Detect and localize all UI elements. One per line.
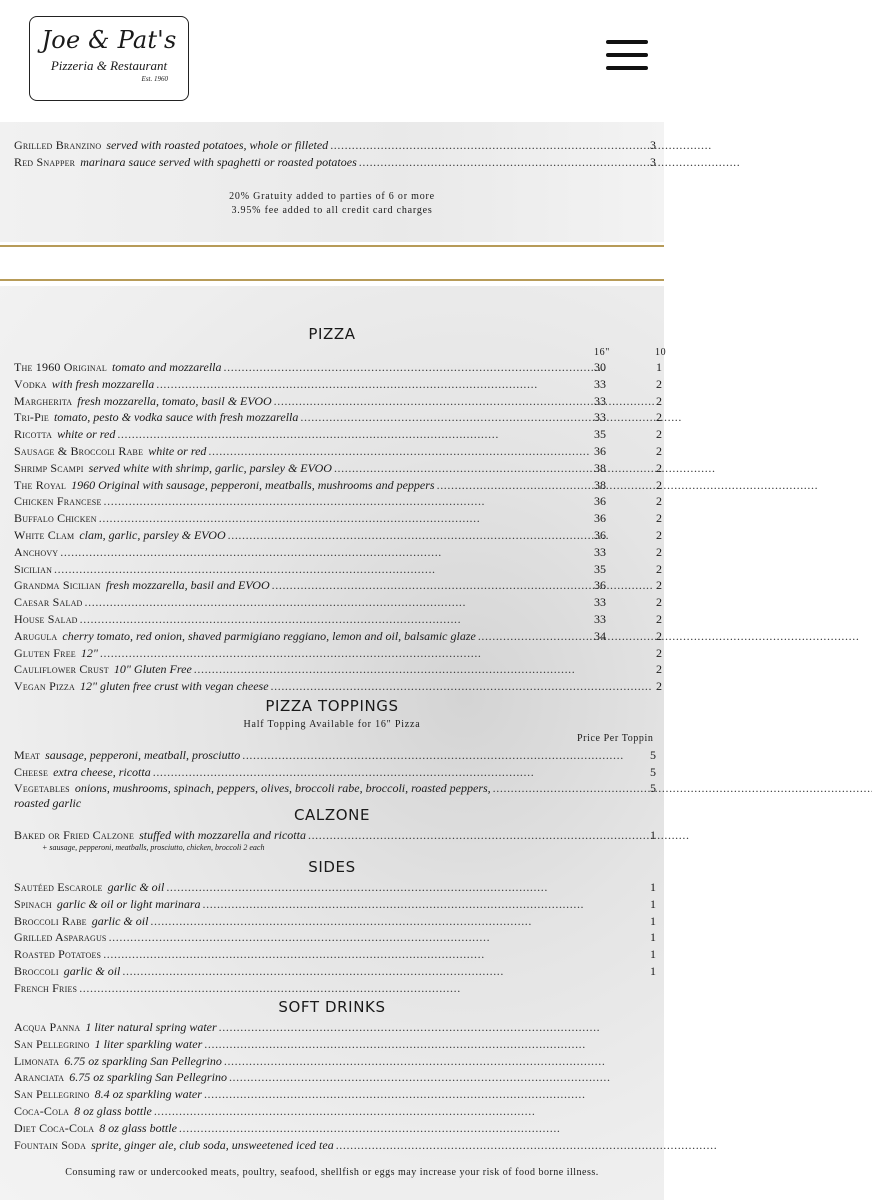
- menu-item-row: [14, 914, 664, 928]
- menu-item-row: [14, 1020, 664, 1034]
- menu-item-row: [14, 1054, 664, 1068]
- item-description: marinara sauce served with spaghetti or roasted potatoes: [80, 155, 357, 169]
- item-name: Caesar Salad: [14, 595, 83, 610]
- leader-dots: [272, 578, 592, 592]
- item-name: Spinach: [14, 896, 52, 911]
- item-name: Coca-Cola: [14, 1104, 70, 1118]
- menu-item-row: [14, 155, 664, 169]
- menu-item-row: [14, 595, 664, 609]
- toppings-subtitle: Half Topping Available for 16" Pizza: [243, 719, 421, 730]
- item-price-small: 2: [656, 528, 662, 542]
- item-price-small: 2: [656, 561, 662, 576]
- menu-item-row: [14, 528, 664, 542]
- menu-item-row: [14, 1070, 664, 1084]
- item-name: Limonata: [14, 1053, 60, 1068]
- item-description: 1 liter sparkling water: [94, 1036, 203, 1051]
- item-price: 1: [650, 828, 656, 842]
- sides-title: SIDES: [308, 858, 356, 876]
- menu-item-row: [14, 427, 664, 441]
- item-price-small: 2: [656, 477, 662, 492]
- menu-item-row: [14, 964, 664, 978]
- item-price: 33: [594, 544, 606, 559]
- item-name: San Pellegrino: [14, 1036, 90, 1051]
- item-description: garlic & oil: [107, 880, 165, 894]
- item-description: served white with shrimp, garlic, parsley & EVOO: [88, 460, 332, 475]
- item-name: San Pellegrino: [14, 1087, 90, 1102]
- menu-item-row: [14, 562, 664, 576]
- item-price-small: 2: [656, 628, 662, 643]
- menu-item-row: [14, 765, 664, 779]
- item-price-small: 2: [656, 376, 662, 391]
- gold-rule-top: [0, 245, 664, 247]
- item-description: 6.75 oz sparkling San Pellegrino: [69, 1070, 227, 1085]
- leader-dots: [300, 410, 592, 424]
- leader-dots: [85, 595, 592, 609]
- item-description: 12": [80, 645, 98, 660]
- leader-dots: [104, 494, 592, 508]
- leader-dots: [228, 528, 592, 542]
- item-price-small: 2: [656, 612, 662, 626]
- item-description: with fresh mozzarella: [51, 376, 155, 391]
- item-description: sausage, pepperoni, meatball, prosciutto: [45, 748, 241, 762]
- menu-item-row: [14, 494, 664, 508]
- leader-dots: [99, 511, 592, 525]
- item-description: cherry tomato, red onion, shaved parmigiano reggiano, lemon and oil, balsamic glaze: [62, 628, 476, 643]
- hamburger-menu-icon[interactable]: [606, 40, 648, 72]
- item-name: Vegetables: [14, 781, 70, 795]
- item-name: Meat: [14, 748, 41, 762]
- item-price-small: 2: [656, 544, 662, 559]
- item-name: Vodka: [14, 376, 47, 391]
- item-name: Broccoli: [14, 964, 59, 978]
- item-price-small: 1: [656, 360, 662, 374]
- credit-card-note: 3.95% fee added to all credit card charges: [231, 205, 433, 216]
- item-name: Sausage & Broccoli Rabe: [14, 444, 144, 458]
- item-description: 12" gluten free crust with vegan cheese: [79, 679, 269, 694]
- item-name: Grandma Sicilian: [14, 578, 101, 593]
- item-description: fresh mozzarella, basil and EVOO: [105, 578, 270, 593]
- leader-dots: [336, 1138, 648, 1152]
- item-price: 35: [594, 427, 606, 442]
- gratuity-note: 20% Gratuity added to parties of 6 or more: [229, 191, 435, 202]
- item-description: 8 oz glass bottle: [99, 1120, 177, 1135]
- item-description: tomato and mozzarella: [111, 360, 222, 374]
- item-name: Tri-Pie: [14, 410, 49, 425]
- item-price: 30: [594, 360, 606, 374]
- item-description: white or red: [148, 444, 207, 458]
- item-name: Ricotta: [14, 427, 53, 442]
- menu-item-row: [14, 461, 664, 475]
- leader-dots: [478, 629, 592, 643]
- item-price: 36: [594, 511, 606, 526]
- item-price: 36: [594, 528, 606, 542]
- menu-item-row: [14, 629, 664, 643]
- leader-dots: [153, 765, 648, 779]
- item-name: Vegan Pizza: [14, 679, 75, 694]
- item-price-small: 2: [656, 494, 662, 509]
- item-name: Fountain Soda: [14, 1137, 87, 1152]
- leader-dots: [229, 1070, 648, 1084]
- menu-item-row: [14, 138, 664, 152]
- item-price: 33: [594, 612, 606, 626]
- menu-item-row: [14, 360, 664, 374]
- leader-dots: [493, 781, 648, 795]
- item-name: Diet Coca-Cola: [14, 1120, 95, 1135]
- item-price-small: 2: [656, 511, 662, 526]
- item-price: 1: [650, 947, 656, 962]
- leader-dots: [100, 646, 592, 660]
- leader-dots: [80, 612, 592, 626]
- item-price-small: 2: [656, 410, 662, 425]
- menu-bar: [606, 53, 648, 57]
- item-description: clam, garlic, parsley & EVOO: [79, 528, 226, 542]
- item-description: served with roasted potatoes, whole or filleted: [106, 138, 329, 152]
- item-name: Arugula: [14, 628, 58, 643]
- item-price-small: 2: [656, 393, 662, 408]
- item-name: Baked or Fried Calzone: [14, 828, 135, 842]
- leader-dots: [154, 1104, 648, 1118]
- toppings-wrap-text: roasted garlic: [14, 796, 82, 810]
- leader-dots: [208, 444, 592, 458]
- toppings-col-header: Price Per Toppin: [577, 733, 654, 744]
- leader-dots: [334, 461, 592, 475]
- leader-dots: [204, 1087, 648, 1101]
- menu-item-row: [14, 478, 664, 492]
- item-name: Chicken Francese: [14, 494, 102, 509]
- item-price-small: 2: [656, 645, 662, 660]
- item-price-small: 2: [656, 427, 662, 442]
- item-description: garlic & oil: [63, 964, 121, 978]
- item-price-small: 2: [656, 662, 662, 677]
- menu-item-row: [14, 444, 664, 458]
- leader-dots: [122, 964, 648, 978]
- leader-dots: [224, 1054, 648, 1068]
- toppings-title: PIZZA TOPPINGS: [265, 697, 399, 715]
- leader-dots: [109, 930, 648, 944]
- menu-item-row: [14, 545, 664, 559]
- item-price: 34: [594, 628, 606, 643]
- pizza-col-16: 16": [594, 347, 610, 358]
- leader-dots: [54, 562, 592, 576]
- leader-dots: [203, 897, 648, 911]
- leader-dots: [150, 914, 648, 928]
- menu-item-row: [14, 930, 664, 944]
- item-price: 33: [594, 376, 606, 391]
- item-name: The 1960 Original: [14, 360, 107, 374]
- menu-item-row: [14, 377, 664, 391]
- item-price-small: 2: [656, 578, 662, 593]
- item-description: garlic & oil: [91, 913, 149, 928]
- leader-dots: [271, 679, 592, 693]
- menu-item-row: [14, 410, 664, 424]
- item-price-small: 2: [656, 595, 662, 610]
- leader-dots: [274, 394, 592, 408]
- leader-dots: [117, 427, 592, 441]
- item-name: Broccoli Rabe: [14, 913, 87, 928]
- item-price: 3: [650, 155, 656, 169]
- item-description: fresh mozzarella, tomato, basil & EVOO: [77, 393, 272, 408]
- item-description: tomato, pesto & vodka sauce with fresh mozzarella: [53, 410, 299, 425]
- item-price: 33: [594, 410, 606, 425]
- leader-dots: [219, 1020, 648, 1034]
- item-name: Acqua Panna: [14, 1020, 81, 1034]
- leader-dots: [242, 748, 648, 762]
- menu-item-row: [14, 1087, 664, 1101]
- item-description: 6.75 oz sparkling San Pellegrino: [64, 1053, 222, 1068]
- menu-item-row: [14, 1104, 664, 1118]
- item-name: The Royal: [14, 477, 67, 492]
- item-description: sprite, ginger ale, club soda, unsweetened iced tea: [91, 1137, 334, 1152]
- item-price: 1: [650, 896, 656, 911]
- item-price: 3: [650, 138, 656, 152]
- menu-item-row: [14, 947, 664, 961]
- leader-dots: [179, 1121, 648, 1135]
- item-name: Margherita: [14, 393, 73, 408]
- leader-dots: [359, 155, 648, 169]
- leader-dots: [308, 828, 648, 842]
- item-price: 1: [650, 930, 656, 945]
- item-description: 1960 Original with sausage, pepperoni, meatballs, mushrooms and peppers: [71, 477, 435, 492]
- leader-dots: [224, 360, 592, 374]
- item-price: 36: [594, 444, 606, 458]
- item-name: French Fries: [14, 980, 78, 995]
- menu-item-row: [14, 748, 664, 762]
- logo-est: Est. 1960: [141, 75, 168, 83]
- menu-item-row: [14, 897, 664, 911]
- item-name: Gluten Free: [14, 645, 76, 660]
- item-description: 8 oz glass bottle: [74, 1104, 152, 1118]
- item-name: Buffalo Chicken: [14, 511, 97, 526]
- menu-item-row: [14, 828, 664, 842]
- menu-item-row: [14, 646, 664, 660]
- item-name: Anchovy: [14, 544, 59, 559]
- drinks-title: SOFT DRINKS: [278, 998, 386, 1016]
- item-price: 33: [594, 595, 606, 610]
- leader-dots: [166, 880, 648, 894]
- item-price: 5: [650, 781, 656, 795]
- item-price: 38: [594, 460, 606, 475]
- item-description: garlic & oil or light marinara: [56, 896, 201, 911]
- menu-item-row: [14, 511, 664, 525]
- calzone-note: + sausage, pepperoni, meatballs, prosciutto, chicken, broccoli 2 each: [42, 843, 265, 852]
- item-name: House Salad: [14, 612, 78, 626]
- menu-item-row: [14, 1037, 664, 1051]
- leader-dots: [156, 377, 592, 391]
- item-description: onions, mushrooms, spinach, peppers, olives, broccoli rabe, broccoli, roasted peppers,: [74, 781, 491, 795]
- item-description: extra cheese, ricotta: [53, 764, 151, 779]
- item-price: 1: [650, 964, 656, 978]
- restaurant-logo[interactable]: [29, 16, 189, 101]
- item-price: 36: [594, 578, 606, 593]
- item-price: 38: [594, 477, 606, 492]
- item-description: white or red: [57, 427, 116, 442]
- logo-subtitle: Pizzeria & Restaurant: [50, 58, 168, 73]
- item-name: Sautéed Escarole: [14, 880, 103, 894]
- calzone-title: CALZONE: [293, 806, 371, 824]
- leader-dots: [437, 478, 592, 492]
- item-name: Aranciata: [14, 1070, 65, 1085]
- item-price: 36: [594, 494, 606, 509]
- menu-bar: [606, 40, 648, 44]
- item-name: Roasted Potatoes: [14, 947, 102, 962]
- item-description: 8.4 oz sparkling water: [94, 1087, 202, 1102]
- item-name: Grilled Branzino: [14, 138, 102, 152]
- menu-item-row: [14, 880, 664, 894]
- leader-dots: [60, 545, 592, 559]
- item-name: Grilled Asparagus: [14, 930, 107, 945]
- menu-item-row: [14, 394, 664, 408]
- item-description: 10" Gluten Free: [113, 662, 192, 677]
- leader-dots: [79, 981, 648, 995]
- leader-dots: [103, 947, 648, 961]
- menu-item-row: [14, 1138, 664, 1152]
- menu-item-row: [14, 679, 664, 693]
- menu-item-row: [14, 781, 664, 795]
- item-price-small: 2: [656, 679, 662, 694]
- item-price: 33: [594, 393, 606, 408]
- logo-name: Joe & Pat's: [41, 26, 177, 54]
- item-name: Cauliflower Crust: [14, 662, 109, 677]
- leader-dots: [204, 1037, 648, 1051]
- item-name: Cheese: [14, 764, 49, 779]
- item-price: 5: [650, 748, 656, 762]
- menu-item-row: [14, 662, 664, 676]
- item-name: Red Snapper: [14, 155, 76, 169]
- item-description: 1 liter natural spring water: [85, 1020, 217, 1034]
- item-price: 5: [650, 764, 656, 779]
- item-name: Sicilian: [14, 561, 53, 576]
- item-price-small: 2: [656, 460, 662, 475]
- leader-dots: [330, 138, 648, 152]
- pizza-title: PIZZA: [308, 325, 356, 343]
- item-name: Shrimp Scampi: [14, 460, 84, 475]
- item-name: White Clam: [14, 528, 75, 542]
- item-price: 35: [594, 561, 606, 576]
- food-safety-footer: Consuming raw or undercooked meats, poultry, seafood, shellfish or eggs may increase your risk of food borne illness.: [65, 1167, 599, 1178]
- item-price: 1: [650, 880, 656, 894]
- menu-item-row: [14, 578, 664, 592]
- menu-item-row: [14, 1121, 664, 1135]
- site-header: [0, 0, 664, 122]
- item-price-small: 2: [656, 444, 662, 458]
- leader-dots: [194, 662, 592, 676]
- menu-item-row: [14, 612, 664, 626]
- menu-bar: [606, 66, 648, 70]
- gold-rule-bottom: [0, 279, 664, 281]
- pizza-col-10: 10: [655, 347, 667, 358]
- item-price: 1: [650, 913, 656, 928]
- item-description: stuffed with mozzarella and ricotta: [139, 828, 306, 842]
- menu-item-row: [14, 981, 664, 995]
